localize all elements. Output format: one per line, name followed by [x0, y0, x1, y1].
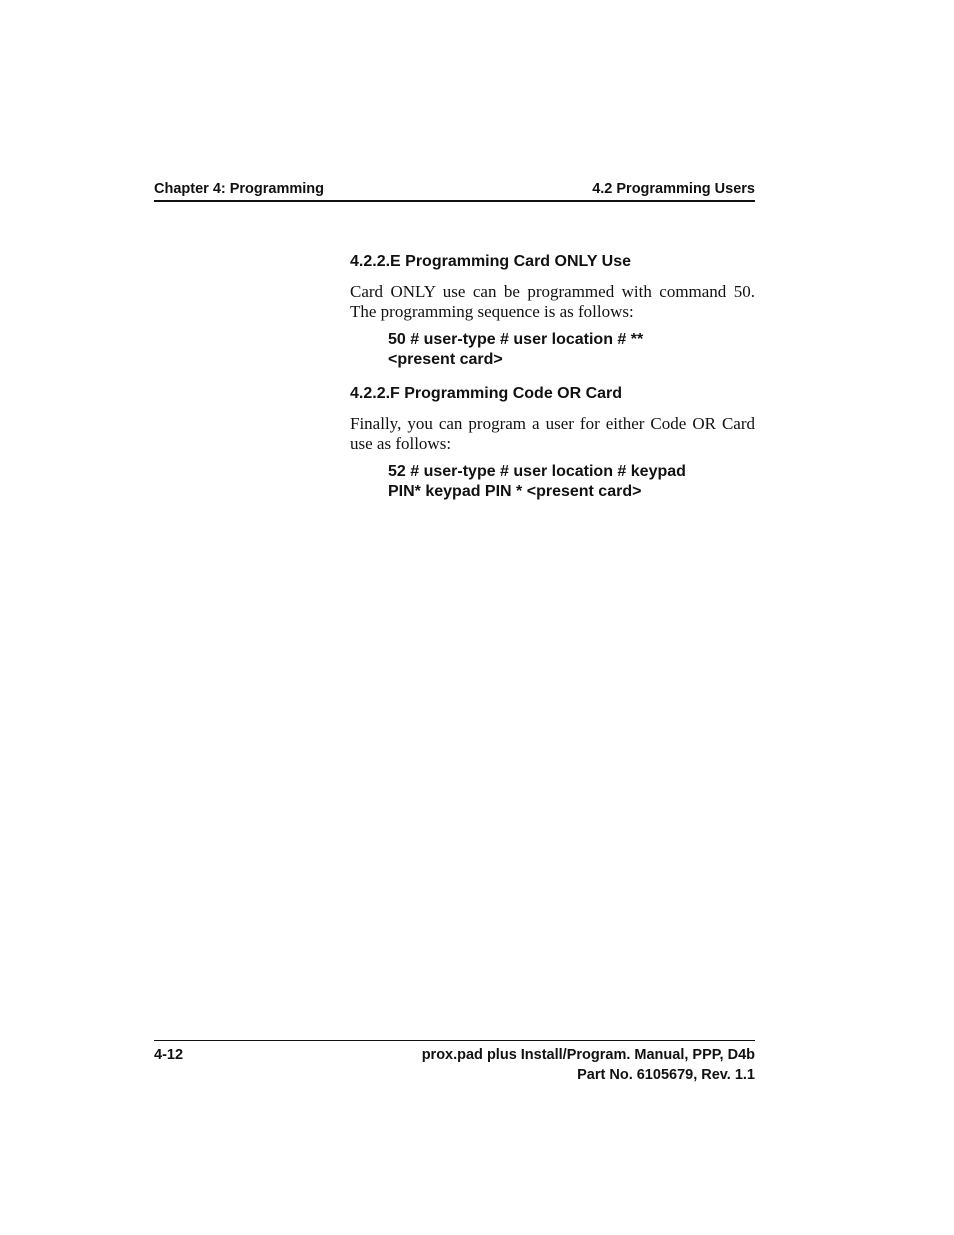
section-paragraph: Card ONLY use can be programmed with command 50. The programming sequence is as follows:	[350, 282, 755, 321]
footer-info	[154, 1045, 755, 1085]
part-number: Part No. 6105679, Rev. 1.1	[577, 1067, 755, 1083]
section-heading: 4.2.2.F Programming Code OR Card	[350, 385, 623, 402]
command-line: PIN* keypad PIN * <present card>	[388, 483, 642, 500]
manual-title: prox.pad plus Install/Program. Manual, PPP, D4b	[421, 1047, 755, 1063]
page-header	[154, 180, 755, 202]
page-number: 4-12	[154, 1047, 184, 1063]
command-line: <present card>	[388, 351, 503, 368]
command-sequence	[388, 330, 728, 370]
page-footer	[154, 1040, 755, 1085]
section-title: 4.2 Programming Users	[592, 181, 755, 197]
command-line: 50 # user-type # user location # **	[388, 331, 644, 348]
main-content	[350, 252, 755, 502]
command-sequence	[388, 462, 728, 502]
section-paragraph: Finally, you can program a user for either Code OR Card use as follows:	[350, 414, 755, 453]
chapter-title: Chapter 4: Programming	[154, 181, 324, 197]
section-card-only	[350, 252, 755, 370]
command-line: 52 # user-type # user location # keypad	[388, 463, 686, 480]
section-code-or-card	[350, 384, 755, 502]
section-heading: 4.2.2.E Programming Card ONLY Use	[350, 253, 631, 270]
